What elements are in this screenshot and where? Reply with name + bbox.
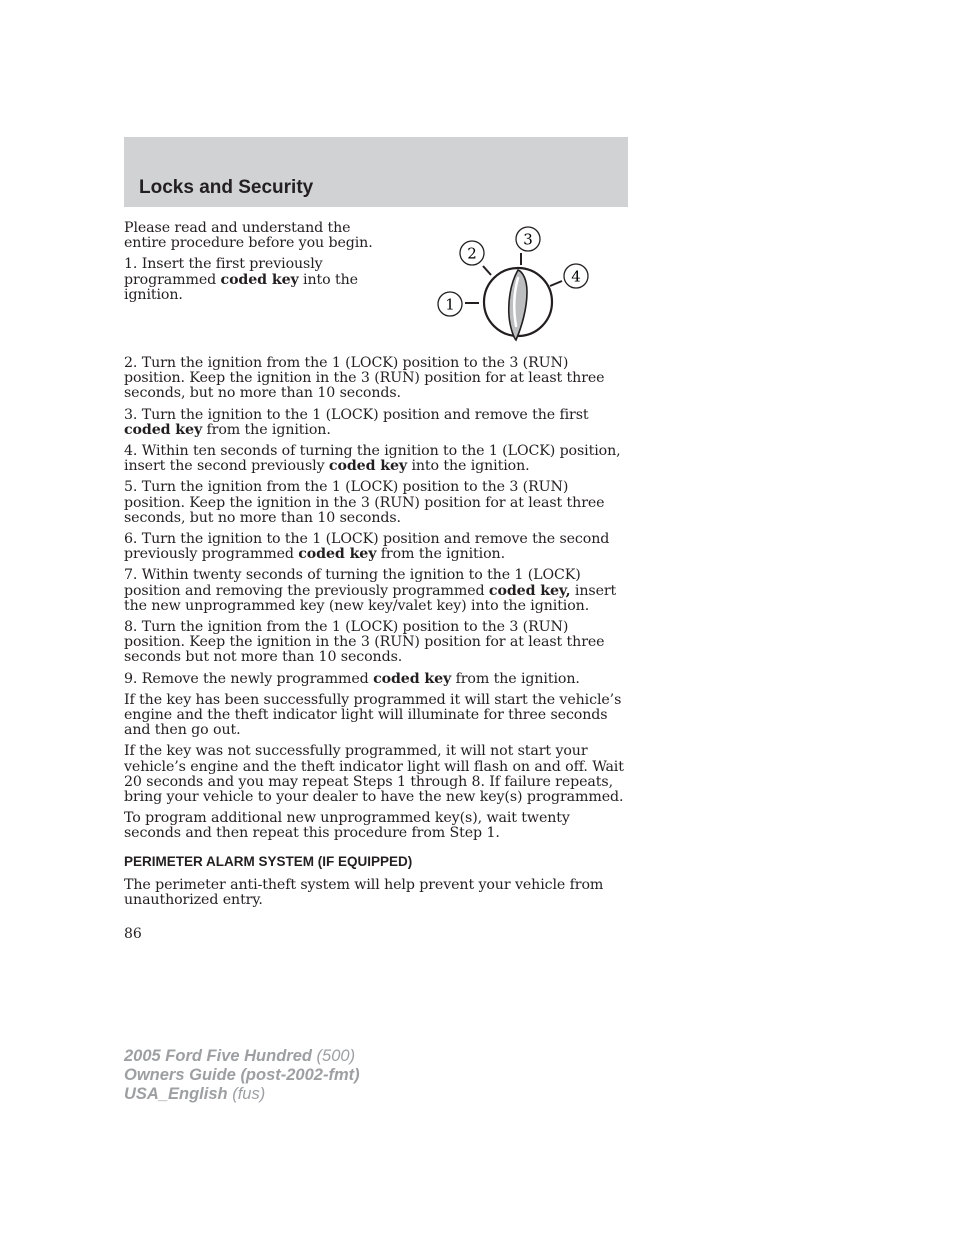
ignition-diagram [430, 222, 600, 347]
failure-note: If the key was not successfully programmed, it will not start your vehicle’s engine and the theft indicator light will flash on and off. Wait 20 seconds and you may repeat Steps 1 through 8. If failure repeats, bring your vehicle to your dealer to have the new key(s) programmed. [124, 743, 624, 806]
perimeter-alarm-text: The perimeter anti-theft system will help prevent your vehicle from unauthorized entry. [124, 876, 604, 908]
step-9: 9. Remove the newly programmed coded key from the ignition. [124, 670, 580, 687]
intro-text [124, 221, 374, 309]
step-4: 4. Within ten seconds of turning the ignition to the 1 (LOCK) position, insert the second previously coded key into the ignition. [124, 443, 621, 475]
document-footer [124, 1047, 360, 1104]
footer-line-3: USA_English (fus) [124, 1085, 266, 1103]
footer-line-2: Owners Guide (post-2002-fmt) [124, 1066, 360, 1084]
position-2-label: 2 [467, 244, 477, 263]
section-title: Locks and Security [139, 177, 314, 198]
position-1-label: 1 [445, 295, 455, 314]
step-3: 3. Turn the ignition to the 1 (LOCK) position and remove the first coded key from the ignition. [124, 406, 589, 438]
additional-keys-note: To program additional new unprogrammed key(s), wait twenty seconds and then repeat this procedure from Step 1. [124, 810, 570, 842]
position-4-label: 4 [571, 267, 581, 286]
step-6: 6. Turn the ignition to the 1 (LOCK) position and remove the second previously programmed coded key from the ignition. [124, 531, 610, 563]
step-2: 2. Turn the ignition from the 1 (LOCK) position to the 3 (RUN) position. Keep the ignition in the 3 (RUN) position for at least three seconds, but no more than 10 seconds. [124, 355, 605, 402]
success-note: If the key has been successfully programmed it will start the vehicle’s engine and the theft indicator light will illuminate for three seconds and then go out. [124, 691, 622, 739]
section-header-band [124, 137, 628, 207]
step-8: 8. Turn the ignition from the 1 (LOCK) position to the 3 (RUN) position. Keep the ignition in the 3 (RUN) position for at least three seconds but not more than 10 seconds. [124, 619, 605, 666]
step-7: 7. Within twenty seconds of turning the ignition to the 1 (LOCK) position and removing the previously programmed coded key, insert the new unprogrammed key (new key/valet key) into the ignition. [124, 567, 617, 614]
intro-paragraph: Please read and understand the entire procedure before you begin. [124, 220, 373, 252]
step-1: 1. Insert the first previously programmed coded key into the ignition. [124, 256, 358, 303]
perimeter-alarm-heading: PERIMETER ALARM SYSTEM (IF EQUIPPED) [124, 853, 413, 869]
position-3-label: 3 [523, 230, 533, 249]
page-number: 86 [124, 926, 142, 942]
procedure-body [124, 356, 630, 914]
footer-line-1: 2005 Ford Five Hundred (500) [124, 1047, 356, 1065]
step-5: 5. Turn the ignition from the 1 (LOCK) position to the 3 (RUN) position. Keep the ignition in the 3 (RUN) position for at least three seconds, but no more than 10 seconds. [124, 479, 605, 526]
